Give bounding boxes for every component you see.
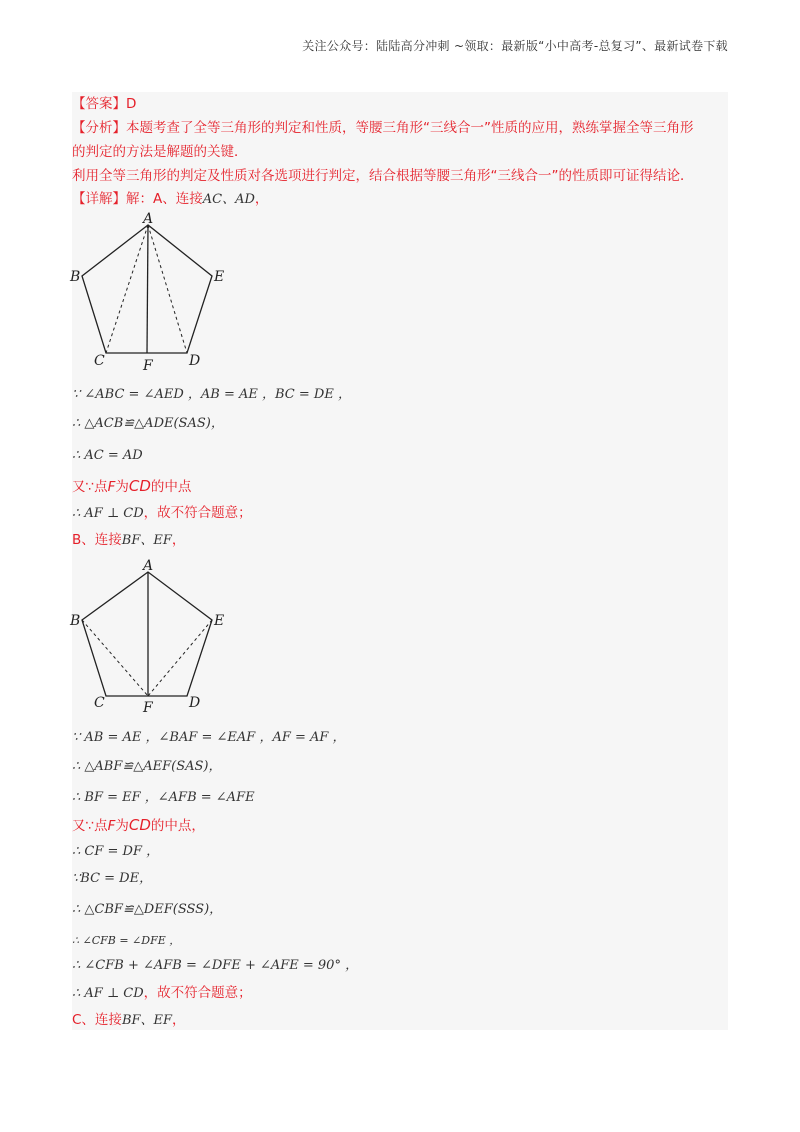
pentagon-outline xyxy=(82,572,212,696)
answer-label: 【答案】 xyxy=(72,96,126,112)
label-F: F xyxy=(143,358,153,374)
segment-AD xyxy=(148,225,187,353)
label-E: E xyxy=(214,613,225,629)
analysis-line-3: 利用全等三角形的判定及性质对各选项进行判定，结合根据等腰三角形“三线合一”的性质即可证得结论． xyxy=(72,168,694,184)
pentagon-diagram-2 xyxy=(68,558,238,716)
step-b-9: ∴ ∠CFB + ∠AFB = ∠DFE + ∠AFE = 90° ， xyxy=(72,958,359,973)
step-a-1: ∵ ∠ABC = ∠AED ，AB = AE ，BC = DE ， xyxy=(72,387,351,402)
label-D: D xyxy=(189,353,201,369)
label-D: D xyxy=(189,695,201,711)
label-F: F xyxy=(143,700,153,716)
step-a-4: 又∵点F为CD的中点 xyxy=(72,477,192,495)
label-C: C xyxy=(94,353,105,369)
step-b-1: ∵ AB = AE ，∠BAF = ∠EAF ，AF = AF ， xyxy=(72,730,346,745)
detail-a-text: 解：A、连接 xyxy=(126,191,203,207)
label-A: A xyxy=(143,558,154,574)
step-a-5: ∴ AF ⊥ CD，故不符合题意； xyxy=(72,505,252,521)
answer-value: D xyxy=(126,96,137,112)
step-b-8: ∴ ∠CFB = ∠DFE ， xyxy=(72,934,181,947)
step-a-3: ∴ AC = AD xyxy=(72,448,143,463)
analysis-line-1 xyxy=(72,119,694,137)
detail-label: 【详解】 xyxy=(72,191,126,207)
page-header: 关注公众号：陆陆高分冲刺 ~领取：最新版“小中高考-总复习”、最新试卷下载 xyxy=(302,39,728,53)
step-b-5: ∴ CF = DF ， xyxy=(72,844,160,859)
detail-b-intro: B、连接BF、EF， xyxy=(72,532,186,548)
detail-a-intro: 【详解】解：A、连接AC、AD， xyxy=(72,191,269,207)
pentagon-diagram-1 xyxy=(68,212,238,374)
step-b-10: ∴ AF ⊥ CD，故不符合题意； xyxy=(72,985,252,1001)
label-E: E xyxy=(214,269,225,285)
analysis-label: 【分析】 xyxy=(72,120,126,136)
analysis-line-2: 的判定的方法是解题的关键． xyxy=(72,144,248,160)
step-a-2: ∴ △ACB≌△ADE(SAS)， xyxy=(72,416,224,431)
segment-EF xyxy=(148,620,212,696)
step-b-7: ∴ △CBF≌△DEF(SSS)， xyxy=(72,902,223,917)
step-b-4: 又∵点F为CD的中点， xyxy=(72,816,205,834)
step-b-2: ∴ △ABF≌△AEF(SAS)， xyxy=(72,759,222,774)
answer-line xyxy=(72,95,136,113)
label-B: B xyxy=(70,613,81,629)
label-A: A xyxy=(143,212,154,227)
detail-a-segments: AC、AD xyxy=(202,192,255,207)
label-B: B xyxy=(70,269,81,285)
step-b-6: ∵BC = DE， xyxy=(72,871,153,886)
analysis-text-1: 本题考查了全等三角形的判定和性质，等腰三角形“三线合一”性质的应用，熟练掌握全等三角形 xyxy=(126,120,694,136)
step-b-3: ∴ BF = EF ，∠AFB = ∠AFE xyxy=(72,790,255,805)
segment-AF xyxy=(147,225,148,353)
detail-c-intro: C、连接BF、EF， xyxy=(72,1012,186,1028)
segment-BF xyxy=(82,620,148,696)
label-C: C xyxy=(94,695,105,711)
segment-AC xyxy=(106,225,148,353)
